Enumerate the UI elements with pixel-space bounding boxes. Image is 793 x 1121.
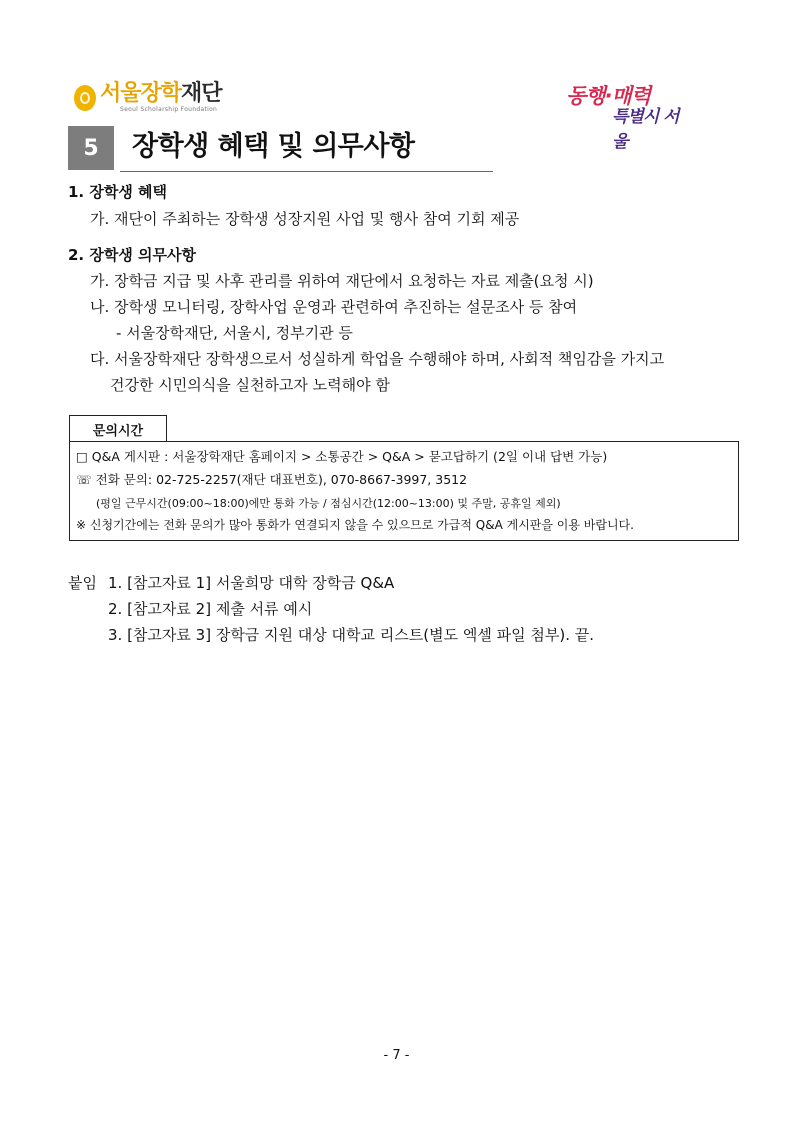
logo-subtitle: Seoul Scholarship Foundation [120, 106, 218, 113]
section-title: 장학생 혜택 및 의무사항 [132, 131, 415, 162]
qa-board-text: Q&A 게시판 : 서울장학재단 홈페이지 > 소통공간 > Q&A > 묻고답하기 (2일 이내 답변 가능) [91, 449, 608, 464]
qa-board-line [76, 448, 607, 466]
inquiry-tab-label: 문의시간 [69, 415, 167, 442]
attachment-item: 1. [참고자료 1] 서울희망 대학 장학금 Q&A [108, 574, 395, 592]
page-number: - 7 - [383, 1048, 410, 1063]
attachment-item: 2. [참고자료 2] 제출 서류 예시 [108, 600, 313, 618]
phone-line [76, 471, 467, 489]
phone-hours-note: (평일 근무시간(09:00~18:00)에만 통화 가능 / 점심시간(12:00~13:00) 및 주말, 공휴일 제외) [96, 497, 561, 510]
duty-item: 나. 장학생 모니터링, 장학사업 운영과 관련하여 추진하는 설문조사 등 참여 [90, 298, 578, 316]
duty-item: 가. 장학금 지급 및 사후 관리를 위하여 재단에서 요청하는 자료 제출(요청 시) [90, 272, 594, 290]
attachment-item: 3. [참고자료 3] 장학금 지원 대상 대학교 리스트(별도 엑셀 파일 첨부). 끝. [108, 626, 594, 644]
slogan-line1: 동행·매력 [566, 84, 651, 108]
duties-heading: 2. 장학생 의무사항 [68, 246, 197, 264]
foundation-seal-icon [74, 85, 96, 111]
phone-icon: ☏ [76, 472, 92, 487]
benefit-item: 가. 재단이 주최하는 장학생 성장지원 사업 및 행사 참여 기회 제공 [90, 210, 520, 228]
benefits-heading: 1. 장학생 혜택 [68, 183, 168, 201]
attachments-label: 붙임 [68, 574, 97, 592]
title-underline [120, 171, 493, 172]
logo-name: 서울장학 [100, 81, 182, 106]
logo-name-suffix: 재단 [181, 81, 222, 106]
monitor-icon: □ [76, 449, 88, 464]
slogan-line2: 특별시 서울 [612, 107, 679, 152]
phone-text: 전화 문의: 02-725-2257(재단 대표번호), 070-8667-3997, 3512 [95, 472, 468, 487]
duty-item-continuation: 건강한 시민의식을 실천하고자 노력해야 함 [110, 376, 390, 394]
seoul-city-slogan-logo [566, 80, 686, 152]
duty-item: 다. 서울장학재단 장학생으로서 성실하게 학업을 수행해야 하며, 사회적 책임감을 가지고 [90, 350, 665, 368]
duty-subitem: - 서울장학재단, 서울시, 정부기관 등 [116, 324, 353, 342]
busy-period-note: ※ 신청기간에는 전화 문의가 많아 통화가 연결되지 않을 수 있으므로 가급적 Q&A 게시판을 이용 바랍니다. [76, 518, 634, 532]
seoul-scholarship-logo [74, 82, 222, 113]
section-number: 5 [68, 126, 114, 170]
